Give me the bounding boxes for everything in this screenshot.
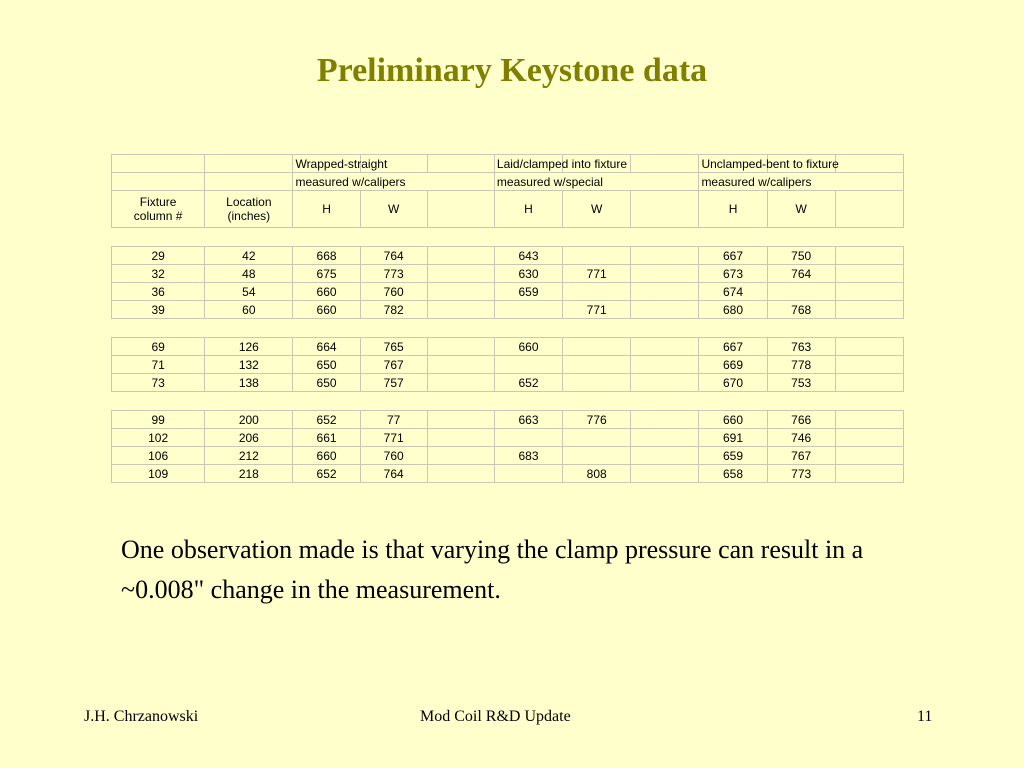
table-cell: 675 xyxy=(293,265,360,283)
h-header: H xyxy=(699,191,767,228)
table-cell xyxy=(631,247,699,265)
table-cell: 763 xyxy=(767,338,835,356)
table-cell: 764 xyxy=(767,265,835,283)
table-cell: 652 xyxy=(494,374,562,392)
table-cell: 106 xyxy=(112,447,205,465)
h-header: H xyxy=(293,191,360,228)
table-cell: 630 xyxy=(494,265,562,283)
table-cell: 60 xyxy=(205,301,293,319)
table-cell: 212 xyxy=(205,447,293,465)
table-cell: 664 xyxy=(293,338,360,356)
table-cell: 126 xyxy=(205,338,293,356)
table-cell xyxy=(427,447,494,465)
table-cell: 650 xyxy=(293,374,360,392)
fixture-column-header: Fixture column # xyxy=(112,191,205,228)
table-cell xyxy=(563,374,631,392)
table-cell xyxy=(631,301,699,319)
page-number: 11 xyxy=(917,708,933,725)
table-cell: 674 xyxy=(699,283,767,301)
table-cell xyxy=(835,301,903,319)
table-cell: 660 xyxy=(494,338,562,356)
h-header: H xyxy=(494,191,562,228)
table-cell: 102 xyxy=(112,429,205,447)
table-cell: 658 xyxy=(699,465,767,483)
table-cell xyxy=(631,356,699,374)
group-header-3: Unclamped-bent to fixture xyxy=(699,155,767,173)
table-cell: 218 xyxy=(205,465,293,483)
table-cell xyxy=(835,447,903,465)
w-header: W xyxy=(767,191,835,228)
table-cell: 683 xyxy=(494,447,562,465)
table-cell xyxy=(835,338,903,356)
table-cell: 669 xyxy=(699,356,767,374)
table-cell: 650 xyxy=(293,356,360,374)
table-cell: 753 xyxy=(767,374,835,392)
table-cell: 766 xyxy=(767,411,835,429)
table-row xyxy=(112,247,904,265)
table-cell xyxy=(427,247,494,265)
w-header: W xyxy=(360,191,427,228)
table-cell: 771 xyxy=(563,301,631,319)
table-cell xyxy=(563,247,631,265)
table-cell: 652 xyxy=(293,465,360,483)
group-header-2: Laid/clamped into fixture xyxy=(494,155,562,173)
table-cell: 660 xyxy=(293,447,360,465)
table-cell: 54 xyxy=(205,283,293,301)
table-cell: 660 xyxy=(699,411,767,429)
table-row xyxy=(112,465,904,483)
table-cell xyxy=(427,265,494,283)
table-cell: 663 xyxy=(494,411,562,429)
table-cell xyxy=(427,283,494,301)
table-cell xyxy=(631,374,699,392)
table-cell: 760 xyxy=(360,447,427,465)
w-header: W xyxy=(563,191,631,228)
table-cell xyxy=(835,356,903,374)
group-method-3: measured w/calipers xyxy=(699,173,904,191)
table-cell: 109 xyxy=(112,465,205,483)
footer-title: Mod Coil R&D Update xyxy=(420,708,571,725)
table-cell xyxy=(631,283,699,301)
table-cell: 750 xyxy=(767,247,835,265)
table-cell xyxy=(835,265,903,283)
table-cell xyxy=(494,301,562,319)
table-cell xyxy=(427,411,494,429)
table-cell: 48 xyxy=(205,265,293,283)
slide-title: Preliminary Keystone data xyxy=(316,52,708,89)
table-cell: 782 xyxy=(360,301,427,319)
table-cell xyxy=(427,356,494,374)
table-cell: 757 xyxy=(360,374,427,392)
table-cell: 29 xyxy=(112,247,205,265)
group-method-2: measured w/special xyxy=(494,173,699,191)
table-cell: 767 xyxy=(360,356,427,374)
table-cell xyxy=(427,465,494,483)
table-cell: 776 xyxy=(563,411,631,429)
table-cell xyxy=(427,374,494,392)
table-cell: 768 xyxy=(767,301,835,319)
table-cell: 138 xyxy=(205,374,293,392)
table-cell: 206 xyxy=(205,429,293,447)
table-cell xyxy=(631,465,699,483)
table-row xyxy=(112,447,904,465)
table-cell: 670 xyxy=(699,374,767,392)
table-cell: 773 xyxy=(767,465,835,483)
table-cell: 652 xyxy=(293,411,360,429)
table-cell: 778 xyxy=(767,356,835,374)
table-cell: 660 xyxy=(293,283,360,301)
table-cell: 99 xyxy=(112,411,205,429)
table-cell xyxy=(563,429,631,447)
table-cell: 771 xyxy=(360,429,427,447)
table-header-row-1 xyxy=(112,155,904,173)
table-cell: 691 xyxy=(699,429,767,447)
table-cell xyxy=(835,374,903,392)
table-cell xyxy=(631,429,699,447)
table-cell: 668 xyxy=(293,247,360,265)
table-row xyxy=(112,429,904,447)
table-cell: 773 xyxy=(360,265,427,283)
table-cell: 667 xyxy=(699,338,767,356)
table-cell xyxy=(427,338,494,356)
table-header-row-3 xyxy=(112,191,904,228)
table-cell xyxy=(835,465,903,483)
table-row xyxy=(112,338,904,356)
table-cell: 667 xyxy=(699,247,767,265)
table-cell: 73 xyxy=(112,374,205,392)
table-cell xyxy=(563,283,631,301)
table-cell: 643 xyxy=(494,247,562,265)
table-cell: 661 xyxy=(293,429,360,447)
group-spacer xyxy=(112,319,904,338)
table-cell: 680 xyxy=(699,301,767,319)
table-cell xyxy=(563,447,631,465)
table-cell xyxy=(494,465,562,483)
table-cell: 132 xyxy=(205,356,293,374)
group-header-1: Wrapped-straight xyxy=(293,155,360,173)
table-cell: 659 xyxy=(494,283,562,301)
group-spacer xyxy=(112,228,904,247)
table-cell xyxy=(767,283,835,301)
table-row xyxy=(112,265,904,283)
table-cell xyxy=(427,429,494,447)
observation-text: One observation made is that varying the clamp pressure can result in a ~0.008" change in the measurement. xyxy=(121,535,864,604)
table-row xyxy=(112,411,904,429)
table-cell: 765 xyxy=(360,338,427,356)
table-cell xyxy=(631,265,699,283)
table-cell: 808 xyxy=(563,465,631,483)
table-cell xyxy=(494,429,562,447)
table-row xyxy=(112,356,904,374)
table-header-row-2 xyxy=(112,173,904,191)
table-cell: 36 xyxy=(112,283,205,301)
table-cell: 69 xyxy=(112,338,205,356)
table-cell xyxy=(631,447,699,465)
table-cell: 771 xyxy=(563,265,631,283)
table-row xyxy=(112,301,904,319)
table-cell: 32 xyxy=(112,265,205,283)
table-cell xyxy=(835,429,903,447)
table-cell: 42 xyxy=(205,247,293,265)
table-cell xyxy=(835,411,903,429)
table-cell xyxy=(563,356,631,374)
table-cell: 77 xyxy=(360,411,427,429)
table-cell: 746 xyxy=(767,429,835,447)
table-cell: 659 xyxy=(699,447,767,465)
location-column-header: Location (inches) xyxy=(205,191,293,228)
table-cell: 767 xyxy=(767,447,835,465)
table-cell: 764 xyxy=(360,465,427,483)
table-cell: 39 xyxy=(112,301,205,319)
table-cell: 764 xyxy=(360,247,427,265)
table-cell xyxy=(631,338,699,356)
table-cell: 760 xyxy=(360,283,427,301)
group-method-1: measured w/calipers xyxy=(293,173,494,191)
table-row xyxy=(112,283,904,301)
table-cell xyxy=(835,247,903,265)
table-cell xyxy=(631,411,699,429)
table-cell: 71 xyxy=(112,356,205,374)
table-cell xyxy=(427,301,494,319)
table-cell: 200 xyxy=(205,411,293,429)
table-cell xyxy=(563,338,631,356)
footer-author: J.H. Chrzanowski xyxy=(84,708,199,725)
table-cell: 673 xyxy=(699,265,767,283)
table-cell xyxy=(494,356,562,374)
table-cell: 660 xyxy=(293,301,360,319)
group-spacer xyxy=(112,392,904,411)
table-cell xyxy=(835,283,903,301)
keystone-data-table xyxy=(111,154,904,483)
table-row xyxy=(112,374,904,392)
